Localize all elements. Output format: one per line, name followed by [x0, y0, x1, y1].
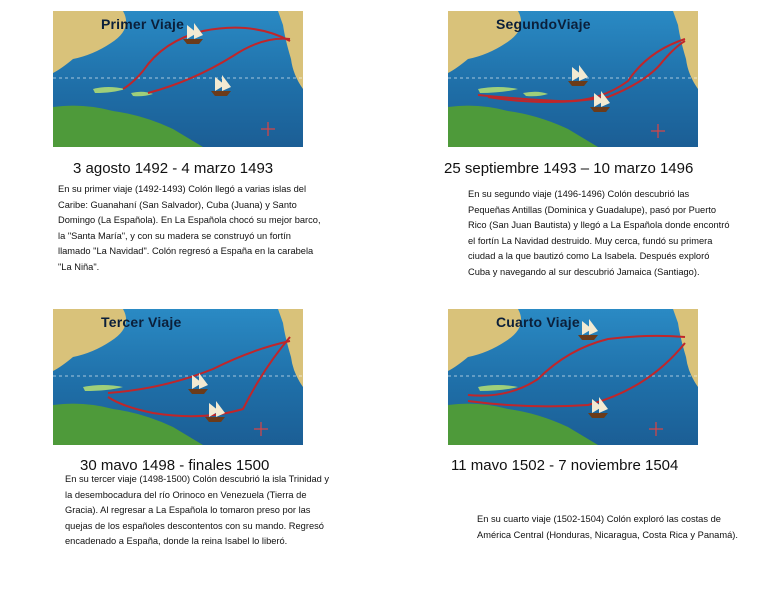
voyage-description: En su cuarto viaje (1502-1504) Colón exploró las costas de América Central (Honduras, Nicaragua, Costa Rica y Panamá).: [477, 514, 738, 540]
voyage-description: En su primer viaje (1492-1493) Colón llegó a varias islas del Caribe: Guanahaní (San Salvador), Cuba (Juana) y Santo Domingo (La Española). En La Española chocó su mejor barco, la "Santa María", y con su madera se construyó un fortín llamado "La Navidad". Colón regresó a España en la carabela "La Niña".: [58, 184, 321, 272]
map-cuarto-viaje: [448, 309, 698, 445]
voyage-dates: 3 agosto 1492 - 4 marzo 1493: [73, 160, 274, 177]
map-title: Tercer Viaje: [101, 314, 182, 330]
map-title: SegundoViaje: [496, 16, 591, 32]
map-title: Cuarto Viaje: [496, 314, 580, 330]
map-tercer-viaje: [53, 309, 303, 445]
voyage-description: En su segundo viaje (1496-1496) Colón descubrió las Pequeñas Antillas (Dominica y Guadalupe), pasó por Puerto Rico (San Juan Bautista) y llegó a La Española donde encontró el fortín La Navidad destruido. Muy cerca, fundó su primera ciudad a la que bautizó como La Isabela. Después exploró Cuba y navegando al sur descubrió Jamaica (Santiago).: [468, 189, 730, 277]
voyage-dates: 11 mavo 1502 - 7 noviembre 1504: [451, 457, 679, 474]
map-segundo-viaje: [448, 11, 698, 147]
map-title: Primer Viaje: [101, 16, 185, 32]
voyage-dates: 25 septiembre 1493 – 10 marzo 1496: [444, 160, 694, 177]
voyage-dates: 30 mavo 1498 - finales 1500: [80, 457, 270, 474]
voyage-description: En su tercer viaje (1498-1500) Colón descubrió la isla Trinidad y la desembocadura del río Orinoco en Venezuela (Tierra de Gracia). Al regresar a La Española lo tomaron preso por las quejas de los españoles descontentos con su mando. Regresó encadenado a España, donde la reina Isabel lo liberó.: [65, 474, 330, 547]
map-primer-viaje: [53, 11, 303, 147]
